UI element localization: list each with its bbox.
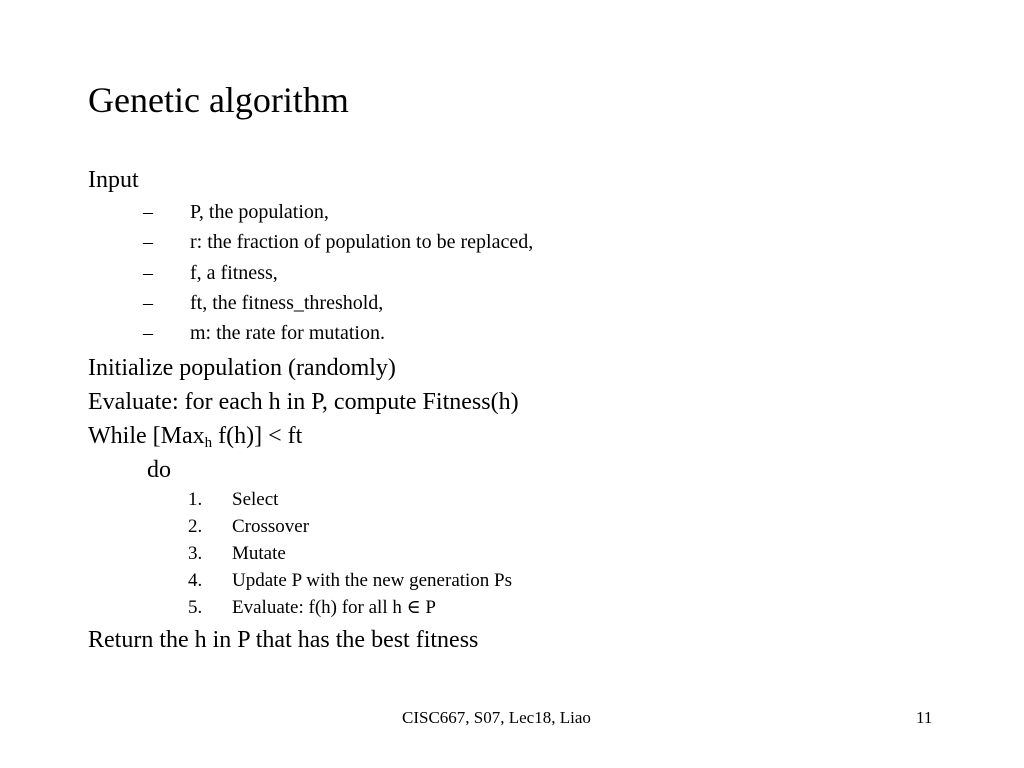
input-heading: Input bbox=[88, 167, 139, 193]
page-number: 11 bbox=[916, 708, 933, 727]
input-item-text: f, a fitness, bbox=[190, 262, 278, 284]
step-number: 2. bbox=[188, 516, 203, 537]
dash-bullet: – bbox=[143, 262, 153, 284]
dash-bullet: – bbox=[143, 322, 153, 344]
dash-bullet: – bbox=[143, 292, 153, 314]
step-text: Crossover bbox=[232, 516, 310, 537]
step-number: 5. bbox=[188, 597, 203, 618]
while-prefix: While [Max bbox=[88, 423, 205, 449]
step-number: 1. bbox=[188, 489, 203, 510]
step-text: Evaluate: f(h) for all h ∈ P bbox=[232, 597, 436, 618]
input-item-text: P, the population, bbox=[190, 201, 329, 223]
input-item-text: r: the fraction of population to be replaced, bbox=[190, 231, 534, 253]
step-text: Mutate bbox=[232, 543, 286, 564]
footer-course: CISC667, S07, Lec18, Liao bbox=[402, 708, 591, 727]
evaluate-line: Evaluate: for each h in P, compute Fitness(h) bbox=[88, 389, 519, 415]
slide-title: Genetic algorithm bbox=[88, 80, 349, 120]
input-item-text: m: the rate for mutation. bbox=[190, 322, 385, 344]
input-item-text: ft, the fitness_threshold, bbox=[190, 292, 384, 314]
while-line bbox=[88, 421, 302, 451]
while-subscript: h bbox=[204, 435, 213, 451]
step-number: 4. bbox=[188, 570, 203, 591]
do-line: do bbox=[147, 457, 171, 483]
dash-bullet: – bbox=[143, 201, 153, 223]
return-line: Return the h in P that has the best fitness bbox=[88, 627, 479, 653]
step-text: Update P with the new generation Ps bbox=[232, 570, 513, 591]
initialize-line: Initialize population (randomly) bbox=[88, 355, 396, 381]
step-number: 3. bbox=[188, 543, 203, 564]
step-text: Select bbox=[232, 489, 279, 510]
dash-bullet: – bbox=[143, 231, 153, 253]
while-suffix: f(h)] < ft bbox=[212, 423, 303, 449]
